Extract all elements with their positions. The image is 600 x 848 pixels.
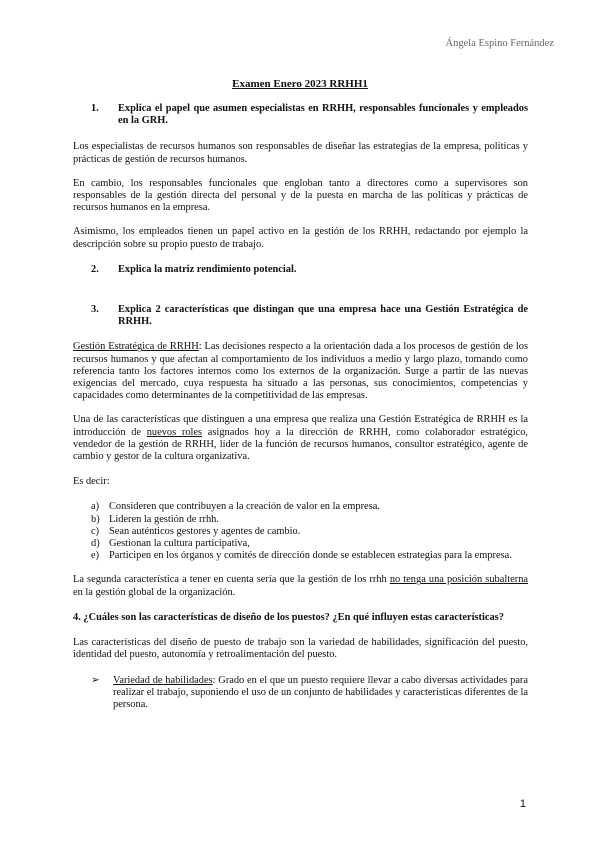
term-no-subalterna: no tenga una posición subalterna (389, 574, 528, 586)
question-3 (73, 304, 528, 328)
question-2-number: 2. (91, 263, 99, 275)
question-1-number: 1. (91, 103, 99, 114)
list-item-text: Sean auténticos gestores y agentes de cambio. (109, 525, 301, 537)
term-variedad-habilidades: Variedad de habilidades (113, 674, 213, 686)
answer-3-paragraph-3: Es decir: (73, 476, 110, 488)
answer-1-paragraph-1: Los especialistas de recursos humanos son responsables de diseñar las estrategias de la empresa, políticas y prácticas de gestión de recursos humanos. (73, 141, 528, 165)
answer-1-paragraph-2: En cambio, los responsables funcionales que engloban tanto a directores como a supervisores son responsables de la gestión directa del personal y de la puesta en marcha de las políticas y prácticas de recursos humanos en la empresa. (73, 177, 528, 214)
question-4 (73, 612, 528, 624)
bullet-variedad-habilidades (73, 675, 528, 712)
bullet-text (113, 675, 528, 712)
list-item-letter: d) (91, 538, 100, 550)
list-item (91, 501, 528, 513)
bullet-description: : Grado en el que un puesto requiere llevar a cabo diversas actividades para realizar el trabajo, suponiendo el uso de un conjunto de habilidades y características diferentes de la persona. (113, 674, 529, 710)
list-item (91, 550, 528, 562)
list-item-letter: e) (91, 550, 100, 562)
list-item-text: Gestionan la cultura participativa, (109, 538, 250, 550)
roles-list (73, 501, 528, 562)
answer-3-paragraph-2-after: asignados hoy a la dirección de RRHH, como colaborador estratégico, vendedor de la gestión de RRHH, líder de la función de recursos humanos, consultor estratégico, agente de cambio y gestor de la cultura organizativa. (73, 426, 528, 463)
list-item-letter: c) (91, 525, 100, 537)
question-1 (73, 103, 528, 127)
answer-3-paragraph-2 (73, 414, 528, 463)
question-3-text: Explica 2 características que distingan que una empresa hace una Gestión Estratégica de RRHH. (118, 304, 528, 328)
question-1-text: Explica el papel que asumen especialistas en RRHH, responsables funcionales y empleados en la GRH. (118, 103, 528, 127)
list-item (91, 538, 528, 550)
question-3-number: 3. (91, 304, 99, 316)
page-number: 1 (519, 798, 526, 810)
document-title: Examen Enero 2023 RRHH1 (232, 78, 368, 90)
document-body (73, 100, 528, 711)
answer-3-paragraph-1 (73, 341, 528, 402)
list-item-letter: a) (91, 501, 100, 513)
answer-3-paragraph-1-text: : Las decisiones respecto a la orientación dada a los procesos de gestión de los recursos humanos y que afectan al comportamiento de los individuos a medio y largo plazo, tomando como referencia tanto los factores internos como los externos de la organización. Surge a partir de las nuevas exigencias del mercado, cuya respuesta ha situado a las personas, sus conocimientos, competencias y capacidades como determinantes de la competitividad de las empresas. (73, 341, 529, 402)
author-header: Ángela Espino Fernández (445, 38, 554, 49)
list-item-text: Participen en los órganos y comités de dirección donde se establecen estrategias para la empresa. (109, 550, 512, 562)
question-2 (73, 264, 528, 276)
arrow-bullet-icon: ➢ (91, 674, 100, 686)
answer-3-paragraph-4 (73, 574, 528, 598)
question-2-text: Explica la matriz rendimiento potencial. (118, 263, 297, 275)
list-item (91, 526, 528, 538)
list-item-text: Lideren la gestión de rrhh. (109, 513, 219, 525)
term-nuevos-roles: nuevos roles (146, 426, 203, 438)
answer-3-paragraph-4-after: en la gestión global de la organización. (73, 586, 236, 598)
list-item (91, 514, 528, 526)
question-4-text: 4. ¿Cuáles son las características de diseño de los puestos? ¿En qué influyen estas características? (73, 611, 504, 623)
list-item-text: Consideren que contribuyen a la creación de valor en la empresa. (109, 501, 380, 513)
answer-3-paragraph-2-before: Una de las características que distinguen a una empresa que realiza una Gestión Estratégica de RRHH es la introducción de (73, 414, 528, 438)
answer-4-paragraph-1: Las características del diseño de puesto de trabajo son la variedad de habilidades, significación del puesto, identidad del puesto, autonomía y retroalimentación del puesto. (73, 637, 528, 661)
list-item-letter: b) (91, 513, 100, 525)
term-gestion-estrategica: Gestión Estratégica de RRHH (73, 341, 199, 353)
answer-1-paragraph-3: Asimismo, los empleados tienen un papel activo en la gestión de los RRHH, redactando por ejemplo la descripción sobre su propio puesto de trabajo. (73, 226, 528, 250)
answer-3-paragraph-4-before: La segunda característica a tener en cuenta sería que la gestión de los rrhh (73, 574, 390, 586)
